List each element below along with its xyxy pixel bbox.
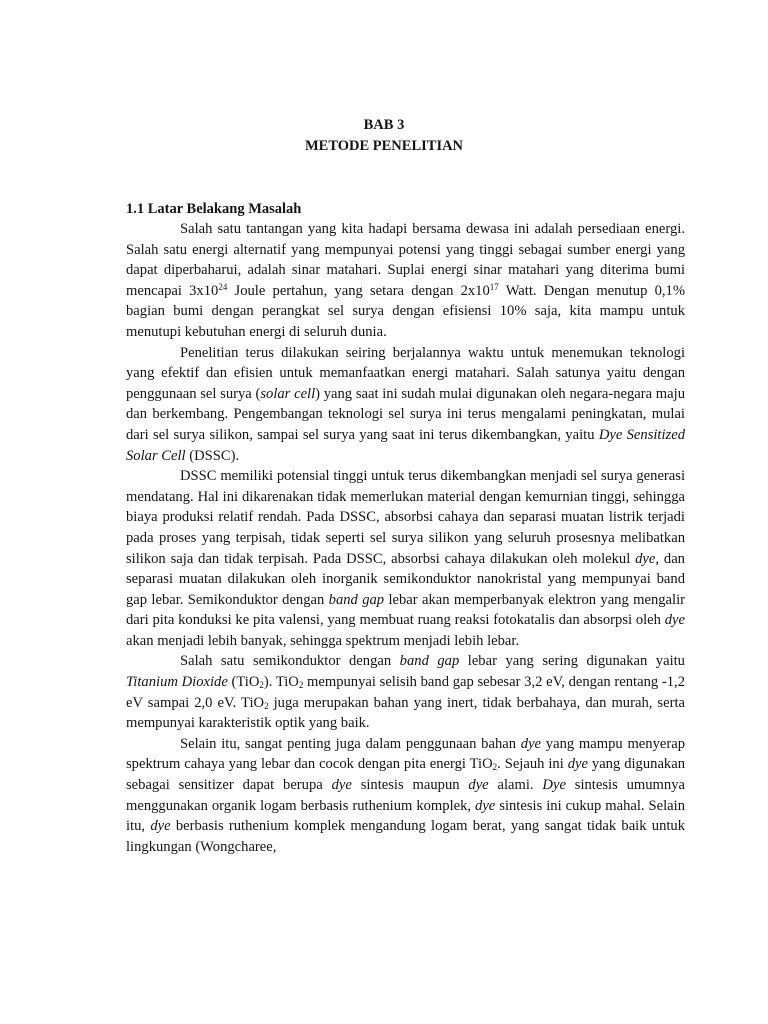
text-run: , dan separasi muatan dilakukan oleh inorganik semikonduktor nanokristal yang mempunyai band gap lebar. Semikonduktor dengan — [126, 550, 685, 608]
subscript: 2 — [259, 680, 264, 691]
text-run: lebar akan memperbanyak elektron yang mengalir dari pita konduksi ke pita valensi, yang membuat ruang reaksi fotokatalis dan absorpsi oleh — [126, 591, 685, 629]
text-run: Joule pertahun, yang setara dengan 2x10 — [227, 282, 490, 299]
text-run: juga merupakan bahan yang inert, tidak berbahaya, dan murah, serta mempunyai karakteristik optik yang baik. — [126, 694, 685, 732]
text-run: sintesis ini cukup mahal. Selain itu, — [126, 797, 685, 835]
text-run: . Sejauh ini — [497, 756, 568, 773]
body-text — [126, 219, 685, 857]
text-run: Watt. Dengan menutup 0,1% bagian bumi dengan perangkat sel surya dengan efisiensi 10% saja, kita mampu untuk menutupi kebutuhan energi di seluruh dunia. — [126, 282, 686, 340]
subscript: 2 — [298, 680, 304, 691]
italic-term: solar cell — [260, 385, 316, 402]
text-run: ) yang saat ini sudah mulai digunakan oleh negara-negara maju dan berkembang. Pengembangan teknologi sel surya ini terus mengalami peningkatan, mulai dari sel surya silikon, sampai sel surya yang saat ini terus dikembangkan, yaitu — [126, 385, 685, 443]
text-run: yang mampu menyerap spektrum cahaya yang lebar dan cocok dengan pita energi TiO — [126, 735, 685, 773]
italic-term: dye — [331, 777, 352, 794]
paragraph-3 — [126, 466, 685, 651]
paragraph-2 — [126, 343, 685, 467]
text-run: alami. — [488, 777, 543, 794]
text-run: berbasis ruthenium komplek mengandung logam berat, yang sangat tidak baik untuk lingkungan (Wongcharee, — [126, 818, 686, 855]
subscript: 2 — [264, 700, 269, 711]
italic-term: Dye Sensitized Solar Cell — [126, 426, 685, 464]
italic-term: band gap — [328, 591, 385, 608]
italic-term: dye — [150, 818, 171, 835]
italic-term: Dye — [542, 777, 566, 794]
superscript-exponent: 24 — [218, 281, 228, 292]
text-run: Salah satu tantangan yang kita hadapi bersama dewasa ini adalah persediaan energi. Salah satu energi alternatif yang mempunyai potensi yang tinggi sebagai sumber energi yang dapat diperbaharui, adalah sinar matahari. Suplai energi sinar matahari yang diterima bumi mencapai 3x10 — [126, 221, 685, 299]
text-run: Penelitian terus dilakukan seiring berjalannya waktu untuk menemukan teknologi yang efektif dan efisien untuk memanfaatkan energi matahari. Salah satunya yaitu dengan penggunaan sel surya ( — [126, 344, 685, 402]
text-run: sintesis umumnya menggunakan organik logam berbasis ruthenium komplek, — [126, 777, 685, 814]
italic-term: Titanium Dioxide — [126, 674, 228, 691]
text-run: (TiO — [227, 674, 260, 691]
text-run: sintesis maupun — [351, 777, 469, 794]
text-run: Salah satu semikonduktor dengan — [180, 653, 400, 670]
superscript-exponent: 17 — [489, 281, 499, 292]
subscript: 2 — [492, 762, 498, 773]
chapter-number: BAB 3 — [363, 117, 405, 133]
text-run: akan menjadi lebih banyak, sehingga spektrum menjadi lebih lebar. — [126, 632, 520, 649]
paragraph-4 — [126, 651, 685, 733]
text-run: ). TiO — [263, 674, 299, 691]
italic-term: dye — [664, 612, 685, 629]
italic-term: dye — [468, 777, 489, 794]
chapter-heading — [0, 115, 768, 157]
italic-term: dye — [475, 797, 496, 814]
text-run: (DSSC). — [185, 447, 240, 464]
italic-term: band gap — [399, 653, 460, 670]
paragraph-1 — [126, 219, 685, 343]
paragraph-5 — [126, 734, 685, 858]
text-run: yang digunakan sebagai sensitizer dapat berupa — [126, 756, 685, 794]
text-run: DSSC memiliki potensial tinggi untuk terus dikembangkan menjadi sel surya generasi mendatang. Hal ini dikarenakan tidak memerlukan material dengan kemurnian tinggi, sehingga biaya produksi relatif rendah. Pada DSSC, absorbsi cahaya dan separasi muatan listrik terjadi pada proses yang terpisah, tidak seperti sel surya silikon yang seluruh prosesnya melibatkan silikon saja dan tidak terpisah. Pada DSSC, absorbsi cahaya dilakukan oleh molekul — [126, 468, 685, 567]
text-run: lebar yang sering digunakan yaitu — [459, 653, 685, 670]
italic-term: dye — [520, 735, 542, 752]
text-run: mempunyai selisih band gap sebesar 3,2 eV, dengan rentang -1,2 eV sampai 2,0 eV. TiO — [126, 674, 685, 711]
chapter-title: METODE PENELITIAN — [304, 138, 464, 154]
italic-term: dye — [567, 756, 588, 773]
text-run: Selain itu, sangat penting juga dalam penggunaan bahan — [180, 735, 521, 752]
section-title: 1.1 Latar Belakang Masalah — [126, 201, 302, 217]
italic-term: dye — [635, 550, 656, 567]
